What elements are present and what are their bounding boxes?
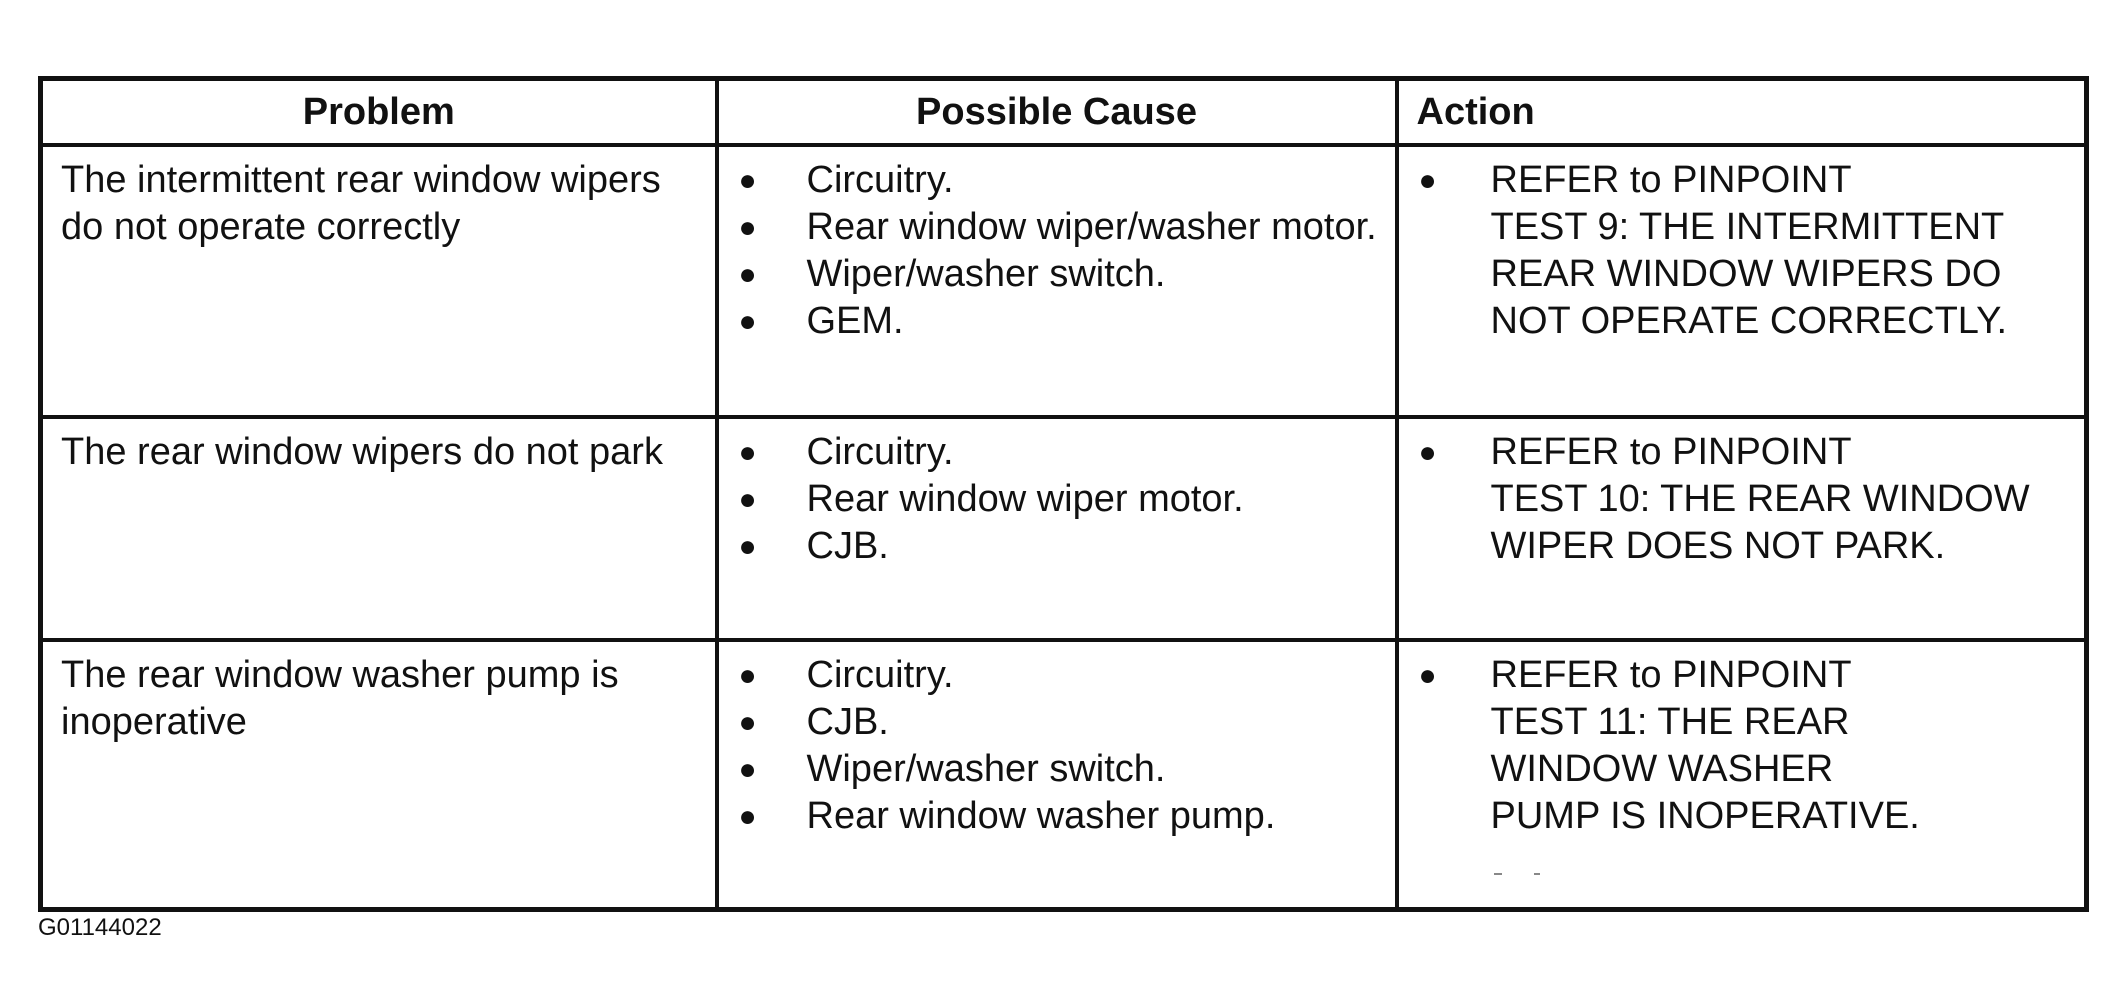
header-action: Action bbox=[1397, 79, 2087, 146]
header-possible-cause: Possible Cause bbox=[717, 79, 1397, 146]
list-item bbox=[739, 157, 1387, 204]
cause-text: Rear window washer pump. bbox=[806, 795, 1276, 837]
table-row bbox=[41, 145, 2087, 417]
cause-list bbox=[719, 642, 1395, 840]
bullet-icon: ● bbox=[738, 659, 757, 692]
bullet-icon: ● bbox=[738, 258, 757, 291]
cause-text: Wiper/washer switch. bbox=[806, 748, 1166, 790]
bullet-icon: ● bbox=[738, 436, 757, 469]
action-cell bbox=[1397, 145, 2087, 417]
scan-speck bbox=[1534, 873, 1540, 875]
action-list bbox=[1399, 419, 2085, 570]
list-item bbox=[739, 251, 1387, 298]
bullet-icon: ● bbox=[738, 164, 757, 197]
action-text: REFER to PINPOINT TEST 11: THE REAR WINDOW WASHER PUMP IS INOPERATIVE. bbox=[1490, 654, 1920, 837]
table-row bbox=[41, 417, 2087, 640]
bullet-icon: ● bbox=[738, 706, 757, 739]
cause-text: GEM. bbox=[806, 300, 904, 342]
cause-cell bbox=[717, 145, 1397, 417]
bullet-icon: ● bbox=[738, 483, 757, 516]
header-row bbox=[41, 79, 2087, 146]
cause-text: CJB. bbox=[806, 525, 889, 567]
header-problem: Problem bbox=[41, 79, 717, 146]
bullet-icon: ● bbox=[1418, 164, 1437, 197]
list-item bbox=[739, 204, 1387, 251]
problem-cell: The rear window wipers do not park bbox=[41, 417, 717, 640]
bullet-icon: ● bbox=[738, 305, 757, 338]
cause-cell bbox=[717, 417, 1397, 640]
cause-text: Rear window wiper motor. bbox=[806, 478, 1244, 520]
action-text: REFER to PINPOINT TEST 10: THE REAR WINDOW WIPER DOES NOT PARK. bbox=[1490, 431, 2030, 567]
list-item bbox=[739, 793, 1387, 840]
cause-list bbox=[719, 419, 1395, 570]
action-text: REFER to PINPOINT TEST 9: THE INTERMITTENT REAR WINDOW WIPERS DO NOT OPERATE CORRECTLY. bbox=[1490, 159, 2008, 342]
cause-text: Circuitry. bbox=[806, 431, 954, 473]
bullet-icon: ● bbox=[738, 530, 757, 563]
list-item bbox=[739, 476, 1387, 523]
cause-text: Rear window wiper/washer motor. bbox=[806, 206, 1377, 248]
list-item bbox=[739, 652, 1387, 699]
cause-cell bbox=[717, 640, 1397, 910]
problem-cell: The intermittent rear window wipers do not operate correctly bbox=[41, 145, 717, 417]
scan-speck bbox=[1494, 873, 1502, 875]
list-item bbox=[739, 699, 1387, 746]
list-item bbox=[739, 298, 1387, 345]
cause-list bbox=[719, 147, 1395, 345]
table-row bbox=[41, 640, 2087, 910]
cause-text: Circuitry. bbox=[806, 159, 954, 201]
cause-text: Wiper/washer switch. bbox=[806, 253, 1166, 295]
bullet-icon: ● bbox=[1418, 659, 1437, 692]
diagnosis-table bbox=[38, 76, 2089, 912]
list-item bbox=[1419, 429, 2077, 570]
problem-cell: The rear window washer pump is inoperative bbox=[41, 640, 717, 910]
list-item bbox=[739, 746, 1387, 793]
list-item bbox=[1419, 157, 2077, 345]
action-cell bbox=[1397, 640, 2087, 910]
cause-text: Circuitry. bbox=[806, 654, 954, 696]
bullet-icon: ● bbox=[738, 211, 757, 244]
bullet-icon: ● bbox=[1418, 436, 1437, 469]
bullet-icon: ● bbox=[738, 800, 757, 833]
figure-id: G01144022 bbox=[38, 914, 162, 941]
cause-text: CJB. bbox=[806, 701, 889, 743]
list-item bbox=[739, 523, 1387, 570]
bullet-icon: ● bbox=[738, 753, 757, 786]
action-list bbox=[1399, 642, 2085, 840]
action-cell bbox=[1397, 417, 2087, 640]
list-item bbox=[1419, 652, 2077, 840]
list-item bbox=[739, 429, 1387, 476]
action-list bbox=[1399, 147, 2085, 345]
